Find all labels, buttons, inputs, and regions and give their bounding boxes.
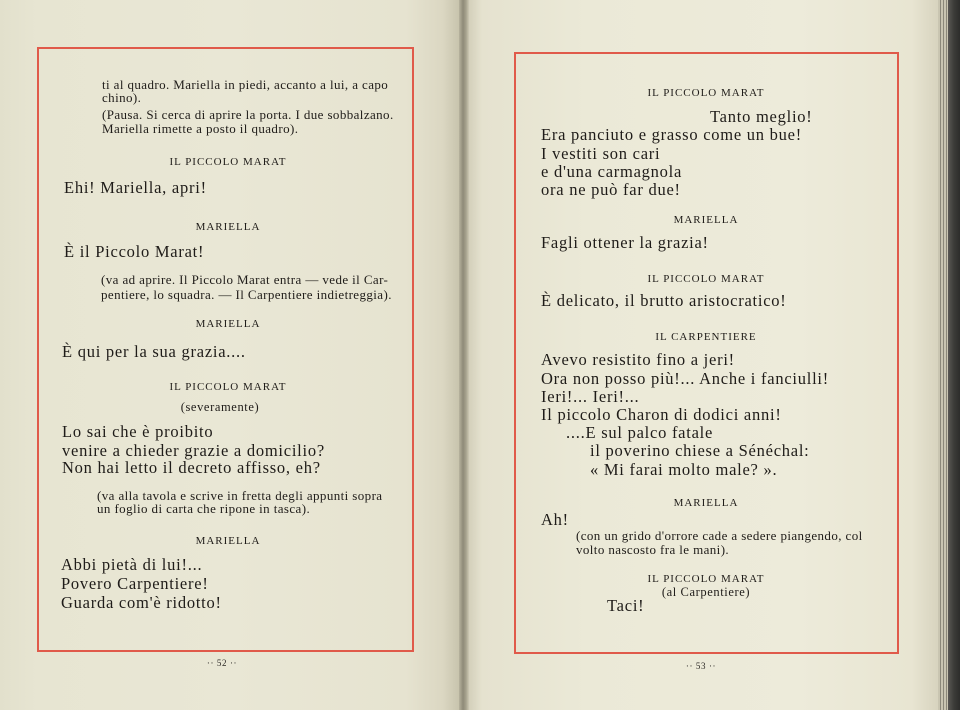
dialogue-line: È delicato, il brutto aristocratico! xyxy=(541,291,787,310)
stage-direction-line: (va alla tavola e scrive in fretta degli appunti sopra xyxy=(97,488,383,503)
dialogue-line: Lo sai che è proibito xyxy=(62,422,214,441)
dialogue-line: Povero Carpentiere! xyxy=(61,574,209,593)
dialogue-line: il poverino chiese a Sénéchal: xyxy=(590,441,810,460)
stage-direction-line: Mariella rimette a posto il quadro). xyxy=(102,121,299,136)
stage-direction-line: volto nascosto fra le mani). xyxy=(576,542,730,557)
dialogue-line: I vestiti son cari xyxy=(541,144,661,163)
speaker-name: MARIELLA xyxy=(195,318,261,330)
speaker-name: IL PICCOLO MARAT xyxy=(647,87,765,99)
dialogue-line: Tanto meglio! xyxy=(710,107,813,126)
speaker-name: MARIELLA xyxy=(195,221,261,233)
speaker-name: MARIELLA xyxy=(673,497,739,509)
speaker-name: MARIELLA xyxy=(195,535,261,547)
speaker-name: IL PICCOLO MARAT xyxy=(647,273,765,285)
dialogue-line: Taci! xyxy=(607,596,645,615)
speaker-name: IL CARPENTIERE xyxy=(655,331,757,343)
page-stack-edges xyxy=(938,0,948,710)
speaker-name: MARIELLA xyxy=(673,214,739,226)
stage-direction-line: chino). xyxy=(102,90,142,105)
dialogue-line: e d'una carmagnola xyxy=(541,162,683,181)
dialogue-line: Ehi! Mariella, apri! xyxy=(64,178,207,197)
dialogue-line: ....E sul palco fatale xyxy=(566,423,714,442)
dialogue-line: Era panciuto e grasso come un bue! xyxy=(541,125,802,144)
dialogue-line: È il Piccolo Marat! xyxy=(64,242,205,261)
dialogue-line: Guarda com'è ridotto! xyxy=(61,593,222,612)
stage-direction-line: (con un grido d'orrore cade a sedere piangendo, col xyxy=(576,528,863,543)
speaker-name: IL PICCOLO MARAT xyxy=(169,381,287,393)
page-number: ·· 53 ·· xyxy=(685,661,717,671)
dialogue-line: Ora non posso più!... Anche i fanciulli! xyxy=(541,369,829,388)
speaker-manner: (al Carpentiere) xyxy=(661,585,751,599)
stage-direction-line: pentiere, lo squadra. — Il Carpentiere indietreggia). xyxy=(101,287,392,302)
dialogue-line: Il piccolo Charon di dodici anni! xyxy=(541,405,782,424)
stage-direction-line: (Pausa. Si cerca di aprire la porta. I due sobbalzano. xyxy=(102,107,394,122)
speaker-name: IL PICCOLO MARAT xyxy=(647,573,765,585)
dialogue-line: Ieri!... Ieri!... xyxy=(541,387,640,406)
dialogue-line: ora ne può far due! xyxy=(541,180,681,199)
stage-direction-line: un foglio di carta che ripone in tasca). xyxy=(97,501,311,516)
stage-direction-line: ti al quadro. Mariella in piedi, accanto a lui, a capo xyxy=(102,77,389,92)
dialogue-line: venire a chieder grazie a domicilio? xyxy=(62,441,325,460)
dialogue-line: « Mi farai molto male? ». xyxy=(590,460,778,479)
page-number: ·· 52 ·· xyxy=(206,658,238,668)
dialogue-line: Ah! xyxy=(541,510,569,529)
stage-direction-line: (va ad aprire. Il Piccolo Marat entra — vede il Car- xyxy=(101,272,389,287)
dialogue-line: Fagli ottener la grazia! xyxy=(541,233,709,252)
gutter-shadow xyxy=(459,0,469,710)
cover-edge xyxy=(948,0,960,710)
dialogue-line: Abbi pietà di lui!... xyxy=(61,555,203,574)
dialogue-line: È qui per la sua grazia.... xyxy=(62,342,246,361)
speaker-name: IL PICCOLO MARAT xyxy=(169,156,287,168)
dialogue-line: Avevo resistito fino a jeri! xyxy=(541,350,735,369)
dialogue-line: Non hai letto il decreto affisso, eh? xyxy=(62,458,321,477)
speaker-manner: (severamente) xyxy=(180,400,260,414)
